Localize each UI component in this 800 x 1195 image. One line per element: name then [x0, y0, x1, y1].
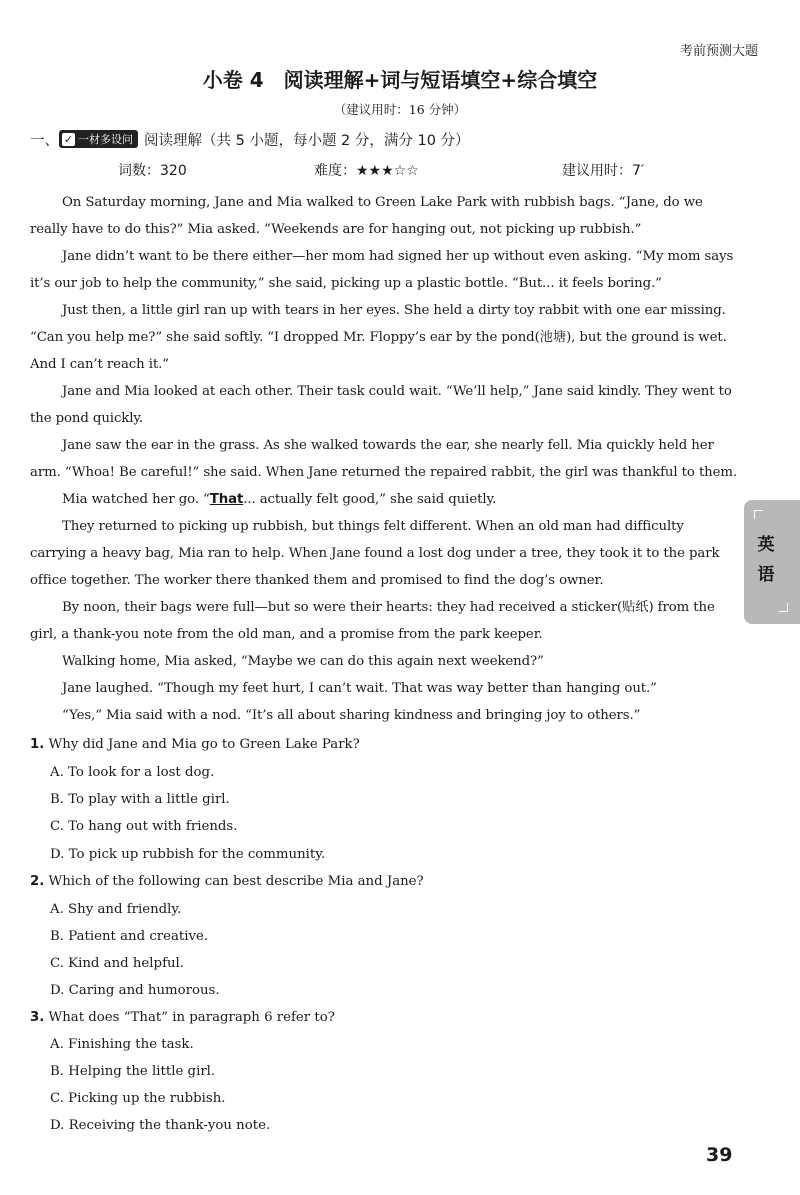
question-2-option-b: B. Patient and creative. [50, 929, 209, 944]
passage-paragraph: “Yes,” Mia said with a nod. “It’s all about sharing kindness and bringing joy to others.” [62, 708, 641, 723]
question-number: 3. [30, 1010, 45, 1025]
question-1-option-a: A. To look for a lost dog. [50, 765, 215, 780]
question-3 [30, 1010, 335, 1025]
question-2 [30, 874, 424, 889]
header-category-label: 考前预测大题 [679, 44, 758, 59]
section-heading [30, 128, 470, 150]
tab-corner-mark [754, 510, 763, 519]
question-text: Why did Jane and Mia go to Green Lake Park? [48, 737, 360, 752]
question-2-option-d: D. Caring and humorous. [50, 983, 220, 998]
section-prefix: 一、 [30, 132, 59, 149]
question-1-option-c: C. To hang out with friends. [50, 819, 238, 834]
passage-paragraph-underlined [30, 486, 742, 513]
tab-corner-mark [779, 603, 788, 612]
page-title: 小卷 4 阅读理解+词与短语填空+综合填空 [202, 68, 598, 92]
checkmark-icon: ✓ [63, 132, 74, 146]
underlined-word: That [209, 492, 244, 507]
passage-paragraph: Jane didn’t want to be there either—her mom had signed her up without even asking. “My mom says it’s our job to help the community,” she said, picking up a plastic bottle. “But... it feels boring.” [30, 249, 734, 291]
passage-paragraph: Just then, a little girl ran up with tears in her eyes. She held a dirty toy rabbit with one ear missing. “Can you help me?” she said softly. “I dropped Mr. Floppy’s ear by the pond(池塘), but the ground is wet. And I can’t reach it.” [30, 303, 727, 372]
recommended-time: 建议用时：7′ [562, 163, 645, 179]
question-text: Which of the following can best describe Mia and Jane? [48, 874, 424, 889]
question-1 [30, 737, 360, 752]
word-count: 词数：320 [118, 163, 187, 179]
passage-paragraph: By noon, their bags were full—but so were their hearts: they had received a sticker(贴纸) from the girl, a thank-you note from the old man, and a promise from the park keeper. [30, 600, 715, 642]
passage-paragraph: Jane saw the ear in the grass. As she walked towards the ear, she nearly fell. Mia quickly held her arm. “Whoa! Be careful!” she said. When Jane returned the repaired rabbit, the girl was thankful to them. [30, 438, 738, 480]
question-2-option-a: A. Shy and friendly. [50, 902, 182, 917]
paragraph-text-after: ... actually felt good,” she said quietly. [243, 492, 497, 507]
side-tab-label [744, 530, 788, 590]
paragraph-text-before: Mia watched her go. “ [62, 492, 210, 507]
passage-paragraph: Jane laughed. “Though my feet hurt, I can’t wait. That was way better than hanging out.” [62, 681, 657, 696]
question-3-option-a: A. Finishing the task. [50, 1037, 194, 1052]
passage-paragraph: On Saturday morning, Jane and Mia walked to Green Lake Park with rubbish bags. “Jane, do we really have to do this?” Mia asked. “Weekends are for hanging out, not picking up rubbish.” [30, 195, 703, 237]
subject-side-tab [744, 500, 800, 624]
side-tab-char: 语 [757, 565, 775, 585]
passage-paragraph: They returned to picking up rubbish, but things felt different. When an old man had difficulty carrying a heavy bag, Mia ran to help. When Jane found a lost dog under a tree, they took it to the park office together. The worker there thanked them and promised to find the dog’s owner. [30, 519, 720, 588]
passage-paragraph: Jane and Mia looked at each other. Their task could wait. “We’ll help,” Jane said kindly. They went to the pond quickly. [30, 384, 732, 426]
question-1-option-d: D. To pick up rubbish for the community. [50, 847, 326, 862]
question-3-option-c: C. Picking up the rubbish. [50, 1091, 226, 1106]
side-tab-char: 英 [757, 535, 775, 555]
question-2-option-c: C. Kind and helpful. [50, 956, 185, 971]
passage-paragraph: Walking home, Mia asked, “Maybe we can do this again next weekend?” [62, 654, 544, 669]
page-number: 39 [706, 1144, 733, 1166]
suggested-time: （建议用时：16 分钟） [333, 102, 467, 117]
question-number: 1. [30, 737, 45, 752]
question-1-option-b: B. To play with a little girl. [50, 792, 230, 807]
question-3-option-b: B. Helping the little girl. [50, 1064, 216, 1079]
section-badge-label: 一材多设问 [78, 133, 133, 146]
question-number: 2. [30, 874, 45, 889]
section-badge [59, 130, 138, 148]
difficulty-rating: 难度：★★★☆☆ [314, 163, 419, 179]
section-label: 阅读理解（共 5 小题，每小题 2 分，满分 10 分） [144, 132, 470, 149]
question-text: What does “That” in paragraph 6 refer to? [48, 1010, 335, 1025]
question-3-option-d: D. Receiving the thank-you note. [50, 1118, 271, 1133]
